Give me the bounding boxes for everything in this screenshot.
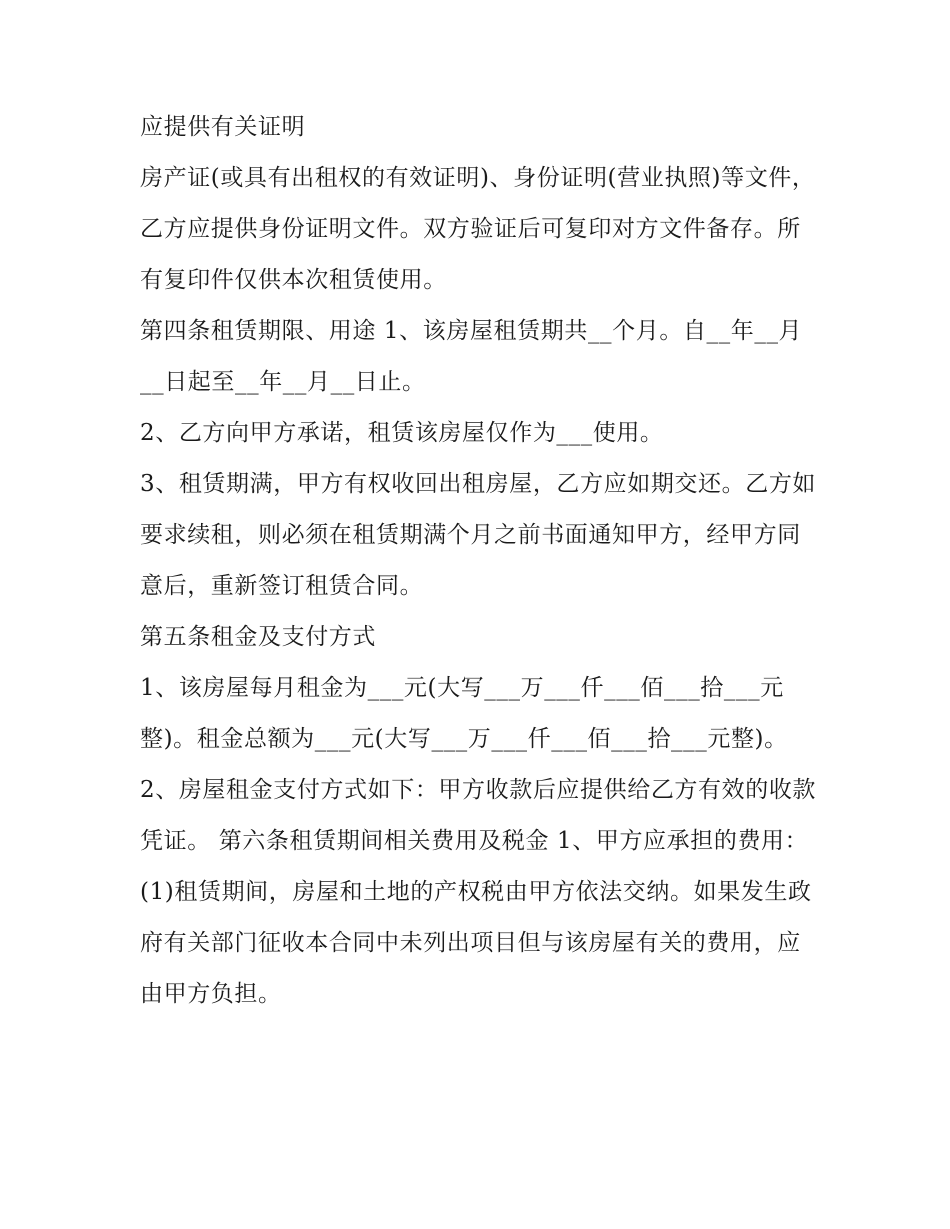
paragraph-article-4-item-3: 3、租赁期满，甲方有权收回出租房屋，乙方应如期交还。乙方如要求续租，则必须在租赁期满个月之前书面通知甲方，经甲方同意后，重新签订租赁合同。 [140,471,817,599]
paragraph-proof-documents: 房产证(或具有出租权的有效证明)、身份证明(营业执照)等文件，乙方应提供身份证明文件。双方验证后可复印对方文件备存。所有复印件仅供本次租赁使用。 [140,165,816,293]
paragraph-article-4-item-2: 2、乙方向甲方承诺，租赁该房屋仅作为___使用。 [140,420,664,446]
paragraph-proof-heading: 应提供有关证明 [140,114,306,140]
paragraph-article-6-item-1-1: (1)租赁期间，房屋和土地的产权税由甲方依法交纳。如果发生政府有关部门征收本合同中未列出项目但与该房屋有关的费用，应由甲方负担。 [140,879,812,1007]
paragraph-article-4-term: 第四条租赁期限、用途 1、该房屋租赁期共__个月。自__年__月__日起至__年__月__日止。 [140,318,803,395]
paragraph-article-5-item-2: 2、房屋租金支付方式如下：甲方收款后应提供给乙方有效的收款凭证。 第六条租赁期间相关费用及税金 1、甲方应承担的费用： [140,777,817,854]
document-body [140,102,820,1020]
paragraph-article-5-item-1: 1、该房屋每月租金为___元(大写___万___仟___佰___拾___元整)。租金总额为___元(大写___万___仟___佰___拾___元整)。 [140,675,788,752]
paragraph-article-5-heading: 第五条租金及支付方式 [140,624,376,650]
